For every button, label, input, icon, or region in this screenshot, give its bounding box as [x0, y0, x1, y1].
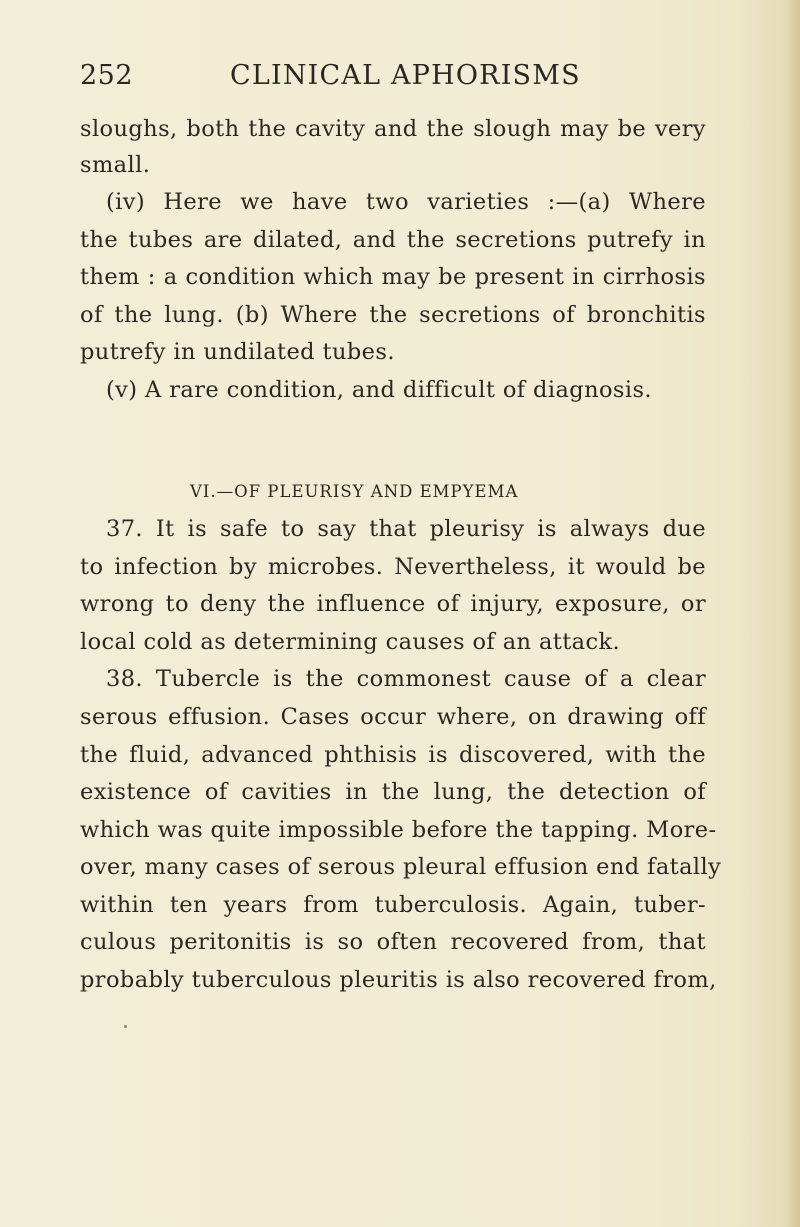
- text-line: culous peritonitis is so often recovered from, that: [80, 929, 706, 955]
- running-title: CLINICAL APHORISMS: [230, 60, 581, 91]
- text-line: the tubes are dilated, and the secretions putrefy in: [80, 227, 706, 253]
- text-line: which was quite impossible before the tapping. More-: [80, 817, 717, 843]
- page-edge-shadow: [786, 0, 800, 1227]
- text-line: local cold as determining causes of an attack.: [80, 629, 621, 655]
- text-line: over, many cases of serous pleural effusion end fatally: [80, 854, 722, 880]
- text-line: (iv) Here we have two varieties :—(a) Where: [106, 189, 706, 215]
- text-line: (v) A rare condition, and difficult of diagnosis.: [106, 377, 652, 403]
- text-line: them : a condition which may be present in cirrhosis: [80, 264, 706, 290]
- paper-speck: [124, 1025, 127, 1028]
- text-line: of the lung. (b) Where the secretions of bronchitis: [80, 302, 706, 328]
- text-line: putrefy in undilated tubes.: [80, 339, 395, 365]
- text-line: existence of cavities in the lung, the detection of: [80, 779, 706, 805]
- text-line: the fluid, advanced phthisis is discovered, with the: [80, 742, 706, 768]
- running-head: [80, 60, 720, 100]
- text-line: within ten years from tuberculosis. Again, tuber-: [80, 892, 706, 918]
- text-line: to infection by microbes. Nevertheless, it would be: [80, 554, 706, 580]
- text-line: small.: [80, 152, 151, 178]
- section-heading: VI.—OF PLEURISY AND EMPYEMA: [190, 482, 519, 501]
- text-line: probably tuberculous pleuritis is also recovered from,: [80, 967, 717, 993]
- text-line: serous effusion. Cases occur where, on drawing off: [80, 704, 706, 730]
- text-line: wrong to deny the influence of injury, exposure, or: [80, 591, 706, 617]
- page-number: 252: [80, 60, 134, 91]
- text-line: sloughs, both the cavity and the slough may be very: [80, 116, 706, 142]
- text-line: 38. Tubercle is the commonest cause of a clear: [106, 666, 706, 692]
- text-line: 37. It is safe to say that pleurisy is always due: [106, 516, 706, 542]
